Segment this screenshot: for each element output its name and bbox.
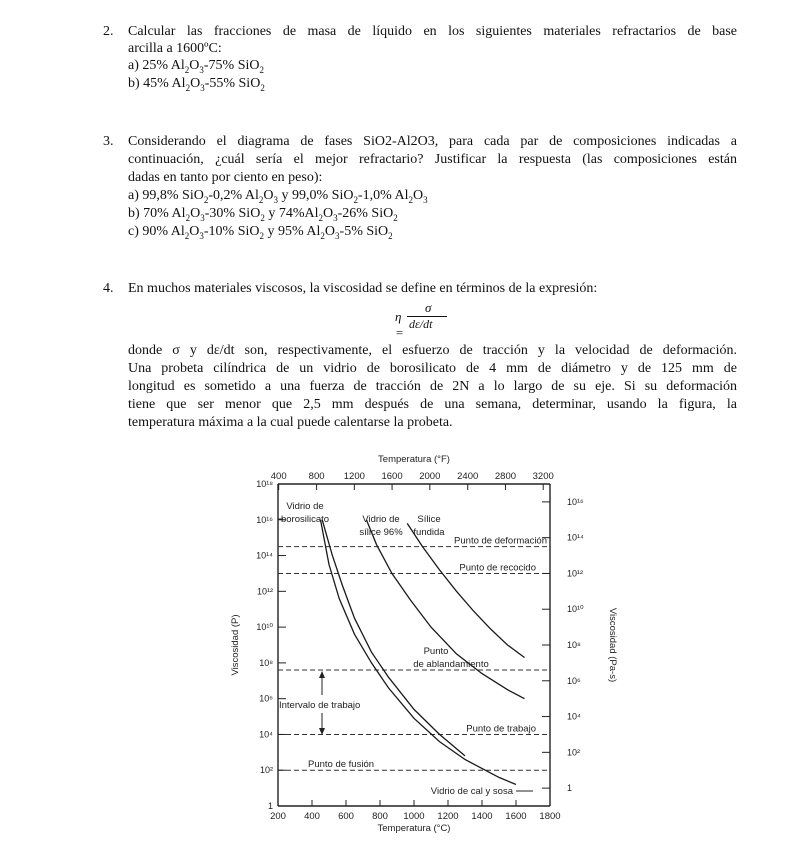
y-tick-label: 10¹⁴ — [256, 550, 273, 561]
y-tick-label: 10¹⁰ — [256, 622, 273, 633]
y-tick-label: 10¹⁶ — [256, 514, 273, 525]
q4-line-5: temperatura máxima a la cual puede calentarse la probeta. — [128, 415, 453, 430]
q3-item-c: c) 90% $Al_2O_3-10\%$ SiO$_2$ y 95% $Al_2O_3-5\%$ SiO$_2$ — [128, 224, 393, 241]
reference-label: Punto de recocido — [459, 562, 536, 574]
y-tick-label: 10² — [259, 765, 273, 776]
x-tick-label: 1000 — [403, 811, 425, 822]
top-tick-label: 3200 — [532, 471, 554, 482]
y2-tick-label: 10⁴ — [567, 711, 581, 722]
y2-tick-label: 1 — [567, 783, 573, 794]
annotation-label: Vidrio de — [286, 501, 324, 512]
q4-line-3: longitud es sometido a una fuerza de tracción de 2N a lo largo de su eje. Si su deformación — [128, 379, 737, 394]
y2-tick-label: 10¹⁰ — [567, 604, 584, 615]
y2-tick-label: 10⁶ — [567, 675, 581, 686]
x-tick-label: 400 — [304, 811, 320, 822]
top-axis-title: Temperatura (°F) — [378, 454, 450, 465]
q2-number: 2. — [103, 24, 114, 39]
y-tick-label: 10⁴ — [259, 729, 273, 740]
annotation-label: Intervalo de trabajo — [279, 700, 361, 711]
y2-tick-label: 10¹⁶ — [567, 496, 584, 507]
annotation-label: fundida — [413, 527, 445, 538]
x-tick-label: 1800 — [539, 811, 561, 822]
q4-number: 4. — [103, 281, 114, 296]
y-tick-label: 10⁸ — [259, 657, 273, 668]
formula-lhs: η = — [395, 309, 404, 340]
y-tick-label: 10¹⁸ — [256, 479, 273, 489]
q4-line-1: donde σ y dε/dt son, respectivamente, el esfuerzo de tracción y la velocidad de deformación. — [128, 343, 737, 358]
q2-line-2: arcilla a 1600ºC: — [128, 41, 222, 56]
reference-label: Punto de fusión — [308, 759, 375, 771]
y-axis-title: Viscosidad (P) — [230, 614, 241, 676]
q4-line-2: Una probeta cilíndrica de un vidrio de borosilicato de 4 mm de diámetro y de 125 mm de — [128, 361, 737, 376]
series-line — [321, 520, 517, 785]
annotation-label: Vidrio de — [362, 514, 400, 525]
q3-item-b: b) 70% $Al_2O_3-30\%$ SiO$_2$ y $74\%Al_2O_3-26\%$ SiO$_2$ — [128, 206, 398, 223]
top-tick-label: 1200 — [343, 471, 365, 482]
annotation-label: sílice 96% — [359, 527, 403, 538]
q3-line-2: continuación, ¿cuál sería el mejor refractario? Justificar la respuesta (las composiciones están — [128, 152, 737, 167]
y-tick-label: 10¹² — [256, 586, 273, 597]
annotation-label: borosilicato — [280, 514, 330, 525]
top-tick-label: 2400 — [457, 471, 479, 482]
x-axis-title: Temperatura (°C) — [377, 823, 451, 834]
formula-denominator: dε/dt — [409, 317, 433, 331]
q2-line-1: Calcular las fracciones de masa de líquido en los siguientes materiales refractarios de base — [128, 24, 737, 39]
annotation-label: Punto — [423, 646, 449, 657]
annotation-label: Vidrio de cal y sosa — [430, 786, 513, 797]
y2-tick-label: 10¹⁴ — [567, 532, 584, 543]
q3-item-a: a) 99,8% SiO$_2$-0,2% $Al_2O_3$ y 99,0% SiO$_2$-1,0% $Al_2O_3$ — [128, 188, 428, 205]
top-tick-label: 2800 — [494, 471, 517, 482]
x-tick-label: 200 — [270, 811, 286, 822]
top-tick-label: 1600 — [381, 471, 403, 482]
reference-label: Punto de deformación — [454, 535, 547, 547]
q2-item-a: a) 25% $Al_2O_3-75\%$ SiO$_2$ — [128, 58, 265, 75]
reference-label: Punto de trabajo — [466, 723, 536, 735]
y-tick-label: 1 — [267, 801, 273, 811]
series-line — [322, 520, 465, 756]
y-tick-label: 10⁶ — [259, 693, 273, 704]
q3-line-1: Considerando el diagrama de fases SiO2-Al2O3, para cada par de composiciones indicadas a — [128, 134, 737, 149]
y2-tick-label: 10⁸ — [567, 640, 581, 650]
q3-line-3: dadas en tanto por ciento en peso): — [128, 170, 323, 185]
y2-axis-title: Viscosidad (Pa-s) — [607, 607, 618, 683]
top-tick-label: 2000 — [419, 471, 441, 482]
x-tick-label: 1400 — [471, 811, 493, 822]
y2-tick-label: 10² — [567, 747, 581, 758]
q3-number: 3. — [103, 134, 114, 149]
x-tick-label: 600 — [338, 811, 354, 822]
x-tick-label: 1200 — [437, 811, 459, 822]
x-tick-label: 800 — [372, 811, 388, 822]
q2-item-b: b) 45% $Al_2O_3-55\%$ SiO$_2$ — [128, 76, 265, 93]
q4-line-4: tiene que ser menor que 2,5 mm después de una semana, determinar, usando la figura, la — [128, 397, 737, 412]
y2-tick-label: 10¹² — [567, 568, 584, 579]
viscosity-chart — [225, 447, 625, 842]
annotation-label: Sílice — [417, 514, 441, 525]
formula-numerator: σ — [425, 300, 432, 315]
top-tick-label: 400 — [270, 471, 287, 482]
x-tick-label: 1600 — [505, 811, 527, 822]
range-arrowhead-up — [319, 671, 325, 678]
q4-intro: En muchos materiales viscosos, la viscosidad se define en términos de la expresión: — [128, 281, 598, 296]
top-tick-label: 800 — [308, 471, 325, 482]
annotation-label: de ablandamiento — [413, 659, 489, 670]
